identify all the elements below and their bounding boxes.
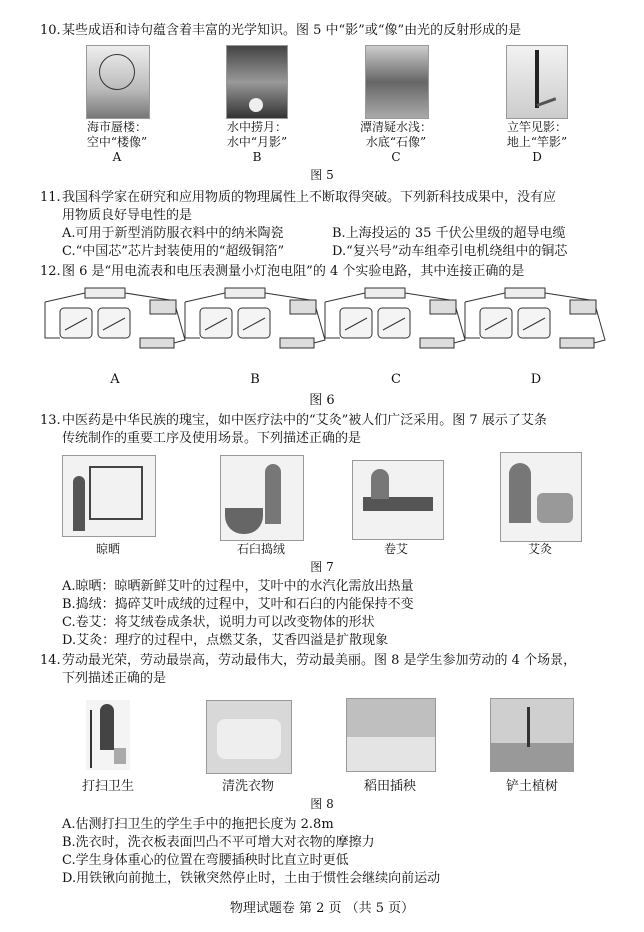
q14-option-d: D.用铁锹向前抛土，铁锹突然停止时，土由于惯性会继续向前运动 xyxy=(62,871,441,886)
q10-caption-d-line2: 地上“竿影” xyxy=(506,135,568,149)
q14-number: 14. xyxy=(40,653,61,668)
q12-letter-a: A xyxy=(110,372,120,387)
q13-caption-pounding: 石臼捣绒 xyxy=(236,542,285,556)
q14-caption-cleaning: 打扫卫生 xyxy=(81,779,134,794)
circuit-d xyxy=(465,288,605,348)
q14-stem-line1 xyxy=(40,652,576,670)
q13-stem-line1 xyxy=(40,412,547,430)
q14-image-washing xyxy=(206,700,292,774)
q12-letter-c: C xyxy=(391,372,401,387)
q13-option-c: C.卷艾：将艾绒卷成条状，说明力可以改变物体的形状 xyxy=(62,615,375,630)
circuit-c xyxy=(325,288,465,348)
q10-image-c xyxy=(365,45,429,119)
q10-caption-a-line1: 海市蜃楼： xyxy=(86,120,147,134)
q10-letter-b: B xyxy=(252,150,262,164)
q10-letter-a: A xyxy=(112,150,122,164)
q13-caption-rolling: 卷艾 xyxy=(383,542,408,556)
q11-stem-line2: 用物质良好导电性的是 xyxy=(62,208,193,223)
q10-letter-c: C xyxy=(391,150,401,164)
q13-image-moxibustion xyxy=(500,452,582,542)
q10-caption-a-line2: 空中“楼像” xyxy=(86,135,148,149)
q10-caption-c-line2: 水底“石像” xyxy=(365,135,427,149)
q12-letter-b: B xyxy=(250,372,260,387)
q11-option-a: A.可用于新型消防服衣料中的纳米陶瓷 xyxy=(62,226,284,241)
q10-letter-d: D xyxy=(532,150,542,164)
q14-caption-washing: 清洗衣物 xyxy=(221,779,274,794)
page-footer: 物理试题卷 第 2 页 （共 5 页） xyxy=(229,901,415,916)
q14-caption-tree: 铲土植树 xyxy=(505,779,558,794)
q13-image-pounding xyxy=(220,455,304,541)
q13-option-b: B.捣绒：捣碎艾叶成绒的过程中，艾叶和石臼的内能保持不变 xyxy=(62,597,414,612)
q14-option-a: A.估测打扫卫生的学生手中的拖把长度为 2.8m xyxy=(62,817,334,832)
q13-figure-label: 图 7 xyxy=(310,560,334,574)
q13-caption-drying: 晾晒 xyxy=(95,542,120,556)
q13-text-line1: 中医药是中华民族的瑰宝，如中医疗法中的“艾灸”被人们广泛采用。图 7 展示了艾条 xyxy=(62,413,547,428)
q10-image-d xyxy=(506,45,568,119)
q12-stem xyxy=(40,263,524,281)
q12-circuit-diagrams xyxy=(0,280,644,370)
q14-image-cleaning xyxy=(86,700,130,770)
q10-image-b xyxy=(226,45,288,119)
q14-stem-line2: 下列描述正确的是 xyxy=(62,671,167,686)
q10-caption-d-line1: 立竿见影： xyxy=(506,120,567,134)
q11-option-d: D.“复兴号”动车组牵引电机绕组中的铜芯 xyxy=(332,244,568,259)
q10-caption-d xyxy=(492,120,582,165)
q13-stem-line2: 传统制作的重要工序及使用场景。下列描述正确的是 xyxy=(62,431,362,446)
q13-image-rolling xyxy=(352,460,444,540)
q11-number: 11. xyxy=(40,190,61,205)
q11-text-line1: 我国科学家在研究和应用物质的物理属性上不断取得突破。下列新科技成果中，没有应 xyxy=(62,190,557,205)
q14-image-tree xyxy=(490,698,574,772)
q13-number: 13. xyxy=(40,413,61,428)
q10-image-a xyxy=(86,45,150,119)
q12-letter-d: D xyxy=(530,372,542,387)
q13-option-a: A.晾晒：晾晒新鲜艾叶的过程中，艾叶中的水汽化需放出热量 xyxy=(62,579,414,594)
q10-caption-c xyxy=(350,120,442,165)
q10-caption-b xyxy=(212,120,302,165)
q12-figure-label: 图 6 xyxy=(309,393,335,408)
q14-text-line1: 劳动最光荣，劳动最崇高，劳动最伟大，劳动最美丽。图 8 是学生参加劳动的 4 个场景， xyxy=(62,653,577,668)
q13-image-drying xyxy=(62,455,156,537)
q10-caption-b-line1: 水中捞月： xyxy=(226,120,287,134)
q12-number: 12. xyxy=(40,264,61,279)
q11-stem-line1 xyxy=(40,189,556,207)
q14-image-planting xyxy=(346,698,436,772)
q10-caption-a xyxy=(72,120,162,165)
circuit-b xyxy=(185,288,325,348)
q10-caption-c-line1: 潭清疑水浅： xyxy=(359,120,432,134)
q10-caption-b-line2: 水中“月影” xyxy=(226,135,288,149)
q10-stem xyxy=(40,22,521,40)
q14-option-c: C.学生身体重心的位置在弯腰插秧时比直立时更低 xyxy=(62,853,349,868)
q14-option-b: B.洗衣时，洗衣板表面凹凸不平可增大对衣物的摩擦力 xyxy=(62,835,375,850)
q10-number: 10. xyxy=(40,23,61,38)
circuit-a xyxy=(45,288,185,348)
q12-text: 图 6 是“用电流表和电压表测量小灯泡电阻”的 4 个实验电路，其中连接正确的是 xyxy=(62,264,525,279)
q14-caption-planting: 稻田插秧 xyxy=(363,779,416,794)
q11-option-c: C.“中国芯”芯片封装使用的“超级铜箔” xyxy=(62,244,285,259)
q10-text: 某些成语和诗句蕴含着丰富的光学知识。图 5 中“影”或“像”由光的反射形成的是 xyxy=(62,23,522,38)
q14-figure-label: 图 8 xyxy=(310,797,334,811)
q13-caption-moxibustion: 艾灸 xyxy=(527,542,552,556)
q10-figure-label: 图 5 xyxy=(310,168,334,182)
q11-option-b: B.上海投运的 35 千伏公里级的超导电缆 xyxy=(332,226,566,241)
q13-option-d: D.艾灸：理疗的过程中，点燃艾条，艾香四溢是扩散现象 xyxy=(62,633,389,648)
